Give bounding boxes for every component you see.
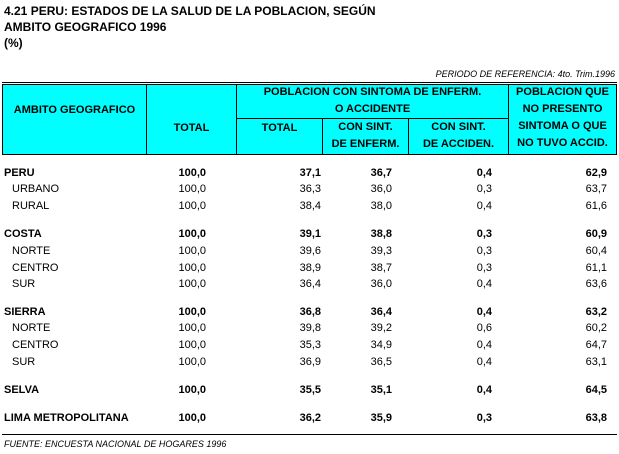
header-bottom-border [2,154,617,155]
row-label: SUR [12,278,36,290]
cell-no-sintoma: 63,1 [585,356,607,368]
header-sub-total: TOTAL [261,122,298,134]
title-line-2: AMBITO GEOGRAFICO 1996 [4,20,167,34]
header-group [237,84,508,118]
cell-sub-total: 39,1 [299,228,321,240]
cell-sub-total: 39,6 [299,245,321,257]
row-label: NORTE [12,322,51,334]
table-title [4,3,376,51]
row-label: SIERRA [4,306,46,318]
header-con-accid-line-1: CON SINT. [431,121,486,133]
cell-no-sintoma: 63,6 [585,278,607,290]
cell-total: 100,0 [178,245,206,257]
header-con-enferm [323,119,408,153]
cell-no-sintoma: 63,7 [585,183,607,195]
cell-accid: 0,4 [476,356,492,368]
table-row [0,337,619,353]
table-row [0,276,619,292]
cell-accid: 0,3 [476,183,492,195]
header-group-line-1: POBLACION CON SINTOMA DE ENFERM. [263,86,482,98]
table-row [0,382,619,398]
cell-no-sintoma: 61,1 [585,262,607,274]
table-row [0,260,619,276]
header-no-line-4: NO TUVO ACCID. [517,137,608,149]
source-note: FUENTE: ENCUESTA NACIONAL DE HOGARES 1996 [4,439,227,449]
cell-total: 100,0 [178,167,206,179]
header-no-sintoma [509,84,616,152]
cell-no-sintoma: 60,4 [585,245,607,257]
cell-accid: 0,4 [476,278,492,290]
cell-accid: 0,3 [476,412,492,424]
table-row [0,181,619,197]
cell-total: 100,0 [178,183,206,195]
table-row [0,304,619,320]
cell-total: 100,0 [178,339,206,351]
cell-accid: 0,4 [476,306,492,318]
header-con-enferm-line-2: DE ENFERM. [331,138,400,150]
table-row [0,243,619,259]
cell-accid: 0,4 [476,384,492,396]
title-line-1: 4.21 PERU: ESTADOS DE LA SALUD DE LA POBLACION, SEGÚN [4,4,376,18]
bottom-rule [2,434,617,435]
table-row [0,320,619,336]
row-label: CENTRO [12,262,59,274]
cell-accid: 0,4 [476,200,492,212]
cell-no-sintoma: 60,9 [585,228,607,240]
cell-accid: 0,3 [476,262,492,274]
cell-enferm: 38,8 [370,228,392,240]
header-group-line-2: O ACCIDENTE [334,103,411,115]
cell-enferm: 36,7 [370,167,392,179]
cell-no-sintoma: 61,6 [585,200,607,212]
cell-accid: 0,3 [476,228,492,240]
row-label: SELVA [4,384,40,396]
table-row [0,165,619,181]
cell-accid: 0,4 [476,339,492,351]
cell-sub-total: 36,2 [299,412,321,424]
row-label: PERU [4,167,35,179]
cell-sub-total: 37,1 [299,167,321,179]
cell-sub-total: 36,3 [299,183,321,195]
cell-total: 100,0 [178,356,206,368]
cell-sub-total: 36,8 [299,306,321,318]
header-con-accid-line-2: DE ACCIDEN. [422,138,495,150]
header-right-border [616,84,617,155]
cell-accid: 0,6 [476,322,492,334]
header-no-line-2: NO PRESENTO [522,103,603,115]
cell-no-sintoma: 60,2 [585,322,607,334]
cell-no-sintoma: 64,5 [585,384,607,396]
header-ambito: AMBITO GEOGRAFICO [13,104,136,116]
cell-total: 100,0 [178,262,206,274]
cell-no-sintoma: 64,7 [585,339,607,351]
header-left-border [2,84,3,155]
cell-sub-total: 38,9 [299,262,321,274]
cell-enferm: 36,5 [370,356,392,368]
row-label: SUR [12,356,36,368]
cell-total: 100,0 [178,228,206,240]
cell-enferm: 35,9 [370,412,392,424]
header-no-line-1: POBLACION QUE [516,86,609,98]
row-label: CENTRO [12,339,59,351]
cell-sub-total: 35,3 [299,339,321,351]
row-label: LIMA METROPOLITANA [4,412,129,424]
cell-accid: 0,4 [476,167,492,179]
row-label: RURAL [12,200,50,212]
cell-enferm: 38,0 [370,200,392,212]
table-row [0,226,619,242]
cell-sub-total: 38,4 [299,200,321,212]
cell-sub-total: 36,9 [299,356,321,368]
top-rule [2,82,617,83]
cell-no-sintoma: 63,2 [585,306,607,318]
cell-enferm: 39,3 [370,245,392,257]
row-label: NORTE [12,245,51,257]
cell-total: 100,0 [178,278,206,290]
title-line-3: (%) [4,36,23,50]
table-row [0,354,619,370]
cell-no-sintoma: 62,9 [585,167,607,179]
cell-total: 100,0 [178,306,206,318]
table-row [0,198,619,214]
header-total: TOTAL [173,122,210,134]
header-con-enferm-line-1: CON SINT. [338,121,393,133]
cell-total: 100,0 [178,200,206,212]
header-con-accid [409,119,508,153]
cell-total: 100,0 [178,322,206,334]
cell-enferm: 38,7 [370,262,392,274]
reference-period: PERIODO DE REFERENCIA: 4to. Trim.1996 [435,69,615,79]
row-label: URBANO [12,183,60,195]
cell-sub-total: 36,4 [299,278,321,290]
cell-enferm: 36,0 [370,183,392,195]
header-no-line-3: SINTOMA O QUE [518,120,607,132]
cell-no-sintoma: 63,8 [585,412,607,424]
cell-accid: 0,3 [476,245,492,257]
cell-enferm: 35,1 [370,384,392,396]
cell-total: 100,0 [178,384,206,396]
cell-enferm: 39,2 [370,322,392,334]
cell-sub-total: 39,8 [299,322,321,334]
row-label: COSTA [4,228,42,240]
cell-enferm: 36,4 [370,306,392,318]
cell-total: 100,0 [178,412,206,424]
cell-enferm: 36,0 [370,278,392,290]
cell-sub-total: 35,5 [299,384,321,396]
table-row [0,410,619,426]
cell-enferm: 34,9 [370,339,392,351]
